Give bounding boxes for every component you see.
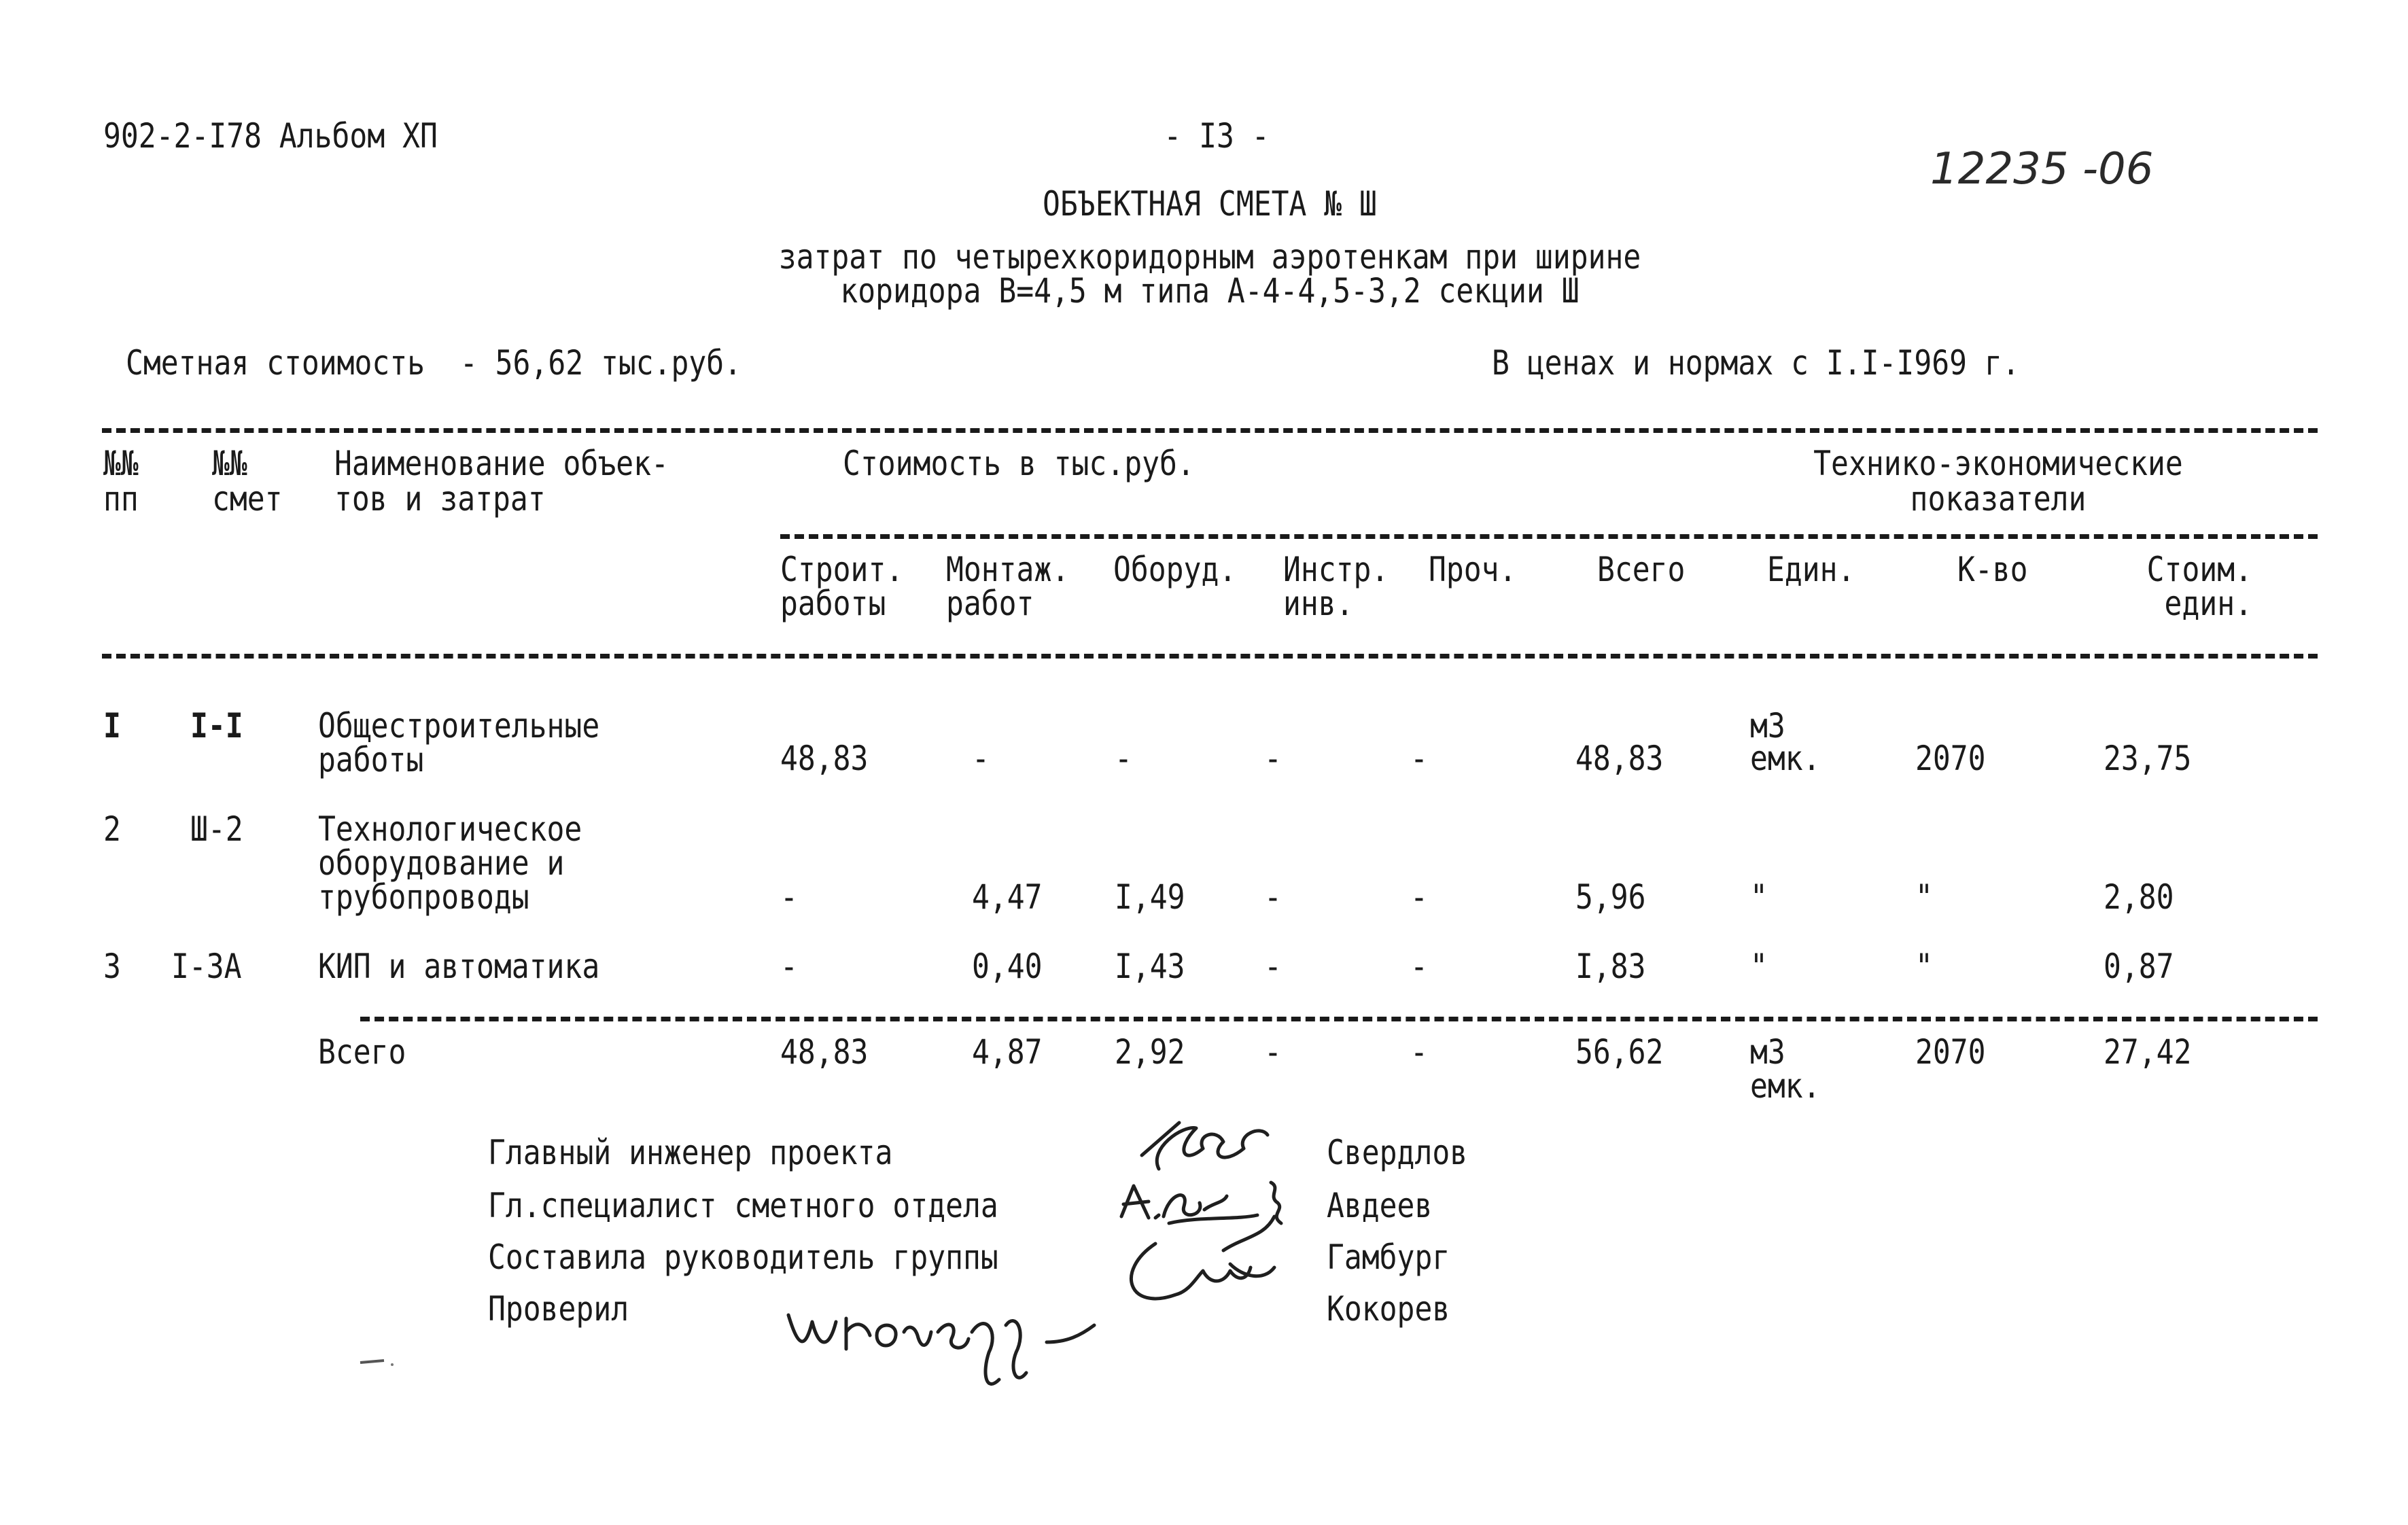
row-smeta: I-3А bbox=[171, 947, 242, 986]
row-name-line: КИП и автоматика bbox=[318, 947, 600, 986]
estimate-title: ОБЪЕКТНАЯ СМЕТА № Ш bbox=[1043, 184, 1377, 224]
row-num: 3 bbox=[103, 947, 121, 986]
col-stroit-header-2: работы bbox=[780, 584, 886, 623]
scan-speck bbox=[357, 1352, 398, 1373]
signature-name: Гамбург bbox=[1327, 1238, 1450, 1277]
total-proch: - bbox=[1410, 1032, 1428, 1072]
signature-role: Гл.специалист сметного отдела bbox=[488, 1186, 998, 1225]
page-number: - I3 - bbox=[1164, 116, 1270, 156]
signature-mark-kokorev bbox=[788, 1315, 1094, 1384]
signature-mark-gamburg bbox=[1131, 1215, 1274, 1299]
row-oborud: - bbox=[1115, 739, 1132, 778]
row-name-line: Общестроительные bbox=[318, 706, 600, 746]
col-montazh-header-1: Монтаж. bbox=[946, 550, 1070, 589]
total-label: Всего bbox=[318, 1032, 406, 1072]
row-kvo: " bbox=[1915, 947, 1933, 986]
row-oborud: I,49 bbox=[1115, 877, 1185, 917]
signature-mark-sverdlov bbox=[1142, 1123, 1268, 1169]
total-oborud: 2,92 bbox=[1115, 1032, 1185, 1072]
total-instr: - bbox=[1264, 1032, 1282, 1072]
estimate-subtitle-line2: коридора В=4,5 м типа А-4-4,5-3,2 секции Ш bbox=[840, 271, 1580, 311]
total-vsego: 56,62 bbox=[1575, 1032, 1664, 1072]
row-proch: - bbox=[1410, 947, 1428, 986]
row-instr: - bbox=[1264, 947, 1282, 986]
col-oborud-header: Оборуд. bbox=[1113, 550, 1237, 589]
col-smeta-header-2: смет bbox=[212, 479, 283, 519]
row-smeta: Ш-2 bbox=[190, 809, 243, 849]
tech-group-header-1: Технико-экономические bbox=[1813, 444, 2183, 483]
estimated-cost: Сметная стоимость - 56,62 тыс.руб. bbox=[126, 343, 742, 383]
row-name-line: оборудование и bbox=[318, 843, 565, 883]
total-edin: емк. bbox=[1750, 1066, 1821, 1106]
price-basis: В ценах и нормах с I.I-I969 г. bbox=[1492, 343, 2020, 383]
signature-role: Главный инженер проекта bbox=[488, 1133, 893, 1172]
row-montazh: 4,47 bbox=[972, 877, 1043, 917]
col-num-header-2: пп bbox=[103, 479, 139, 519]
archive-number: 12235 -06 bbox=[1930, 144, 2154, 194]
row-edin: " bbox=[1750, 947, 1768, 986]
row-name-line: Технологическое bbox=[318, 809, 582, 849]
total-kvo: 2070 bbox=[1915, 1032, 1986, 1072]
row-vsego: I,83 bbox=[1575, 947, 1646, 986]
row-montazh: 0,40 bbox=[972, 947, 1043, 986]
row-instr: - bbox=[1264, 739, 1282, 778]
signature-name: Свердлов bbox=[1327, 1133, 1468, 1172]
row-stroit: - bbox=[780, 947, 798, 986]
row-vsego: 5,96 bbox=[1575, 877, 1646, 917]
row-montazh: - bbox=[972, 739, 990, 778]
total-edin: м3 bbox=[1750, 1032, 1785, 1072]
estimate-subtitle-line1: затрат по четырехкоридорным аэротенкам при ширине bbox=[778, 237, 1641, 277]
col-proch-header: Проч. bbox=[1429, 550, 1517, 589]
col-instr-header-2: инв. bbox=[1283, 584, 1354, 623]
col-stroit-header-1: Строит. bbox=[780, 550, 904, 589]
row-proch: - bbox=[1410, 739, 1428, 778]
signature-mark-avdeev bbox=[1121, 1182, 1281, 1223]
row-vsego: 48,83 bbox=[1575, 739, 1664, 778]
col-kvo-header: К-во bbox=[1957, 550, 2028, 589]
row-stroit: 48,83 bbox=[780, 739, 869, 778]
col-vsego-header: Всего bbox=[1597, 550, 1686, 589]
row-kvo: " bbox=[1915, 877, 1933, 917]
col-smeta-header-1: №№ bbox=[212, 444, 247, 483]
row-num: I bbox=[103, 706, 121, 746]
row-oborud: I,43 bbox=[1115, 947, 1185, 986]
document-code: 902-2-I78 Альбом XП bbox=[103, 116, 438, 156]
row-edin: емк. bbox=[1750, 739, 1821, 778]
row-stoim: 0,87 bbox=[2104, 947, 2174, 986]
col-stoim-header-2: един. bbox=[2164, 584, 2252, 623]
row-edin: " bbox=[1750, 877, 1768, 917]
row-proch: - bbox=[1410, 877, 1428, 917]
signature-name: Кокорев bbox=[1327, 1289, 1450, 1329]
col-instr-header-1: Инстр. bbox=[1283, 550, 1389, 589]
col-montazh-header-2: работ bbox=[946, 584, 1034, 623]
signature-name: Авдеев bbox=[1327, 1186, 1433, 1225]
row-num: 2 bbox=[103, 809, 121, 849]
row-stoim: 2,80 bbox=[2104, 877, 2174, 917]
row-name-line: работы bbox=[318, 740, 424, 779]
col-name-header-1: Наименование объек- bbox=[334, 444, 669, 483]
row-stroit: - bbox=[780, 877, 798, 917]
signature-role: Проверил bbox=[488, 1289, 629, 1329]
col-num-header-1: №№ bbox=[103, 444, 139, 483]
row-smeta: I-I bbox=[190, 706, 243, 746]
tech-group-header-2: показатели bbox=[1910, 479, 2087, 519]
total-stroit: 48,83 bbox=[780, 1032, 869, 1072]
total-montazh: 4,87 bbox=[972, 1032, 1043, 1072]
col-stoim-header-1: Стоим. bbox=[2146, 550, 2252, 589]
col-edin-header: Един. bbox=[1767, 550, 1855, 589]
row-stoim: 23,75 bbox=[2104, 739, 2192, 778]
row-name-line: трубопроводы bbox=[318, 877, 529, 917]
col-name-header-2: тов и затрат bbox=[334, 479, 546, 519]
total-stoim: 27,42 bbox=[2104, 1032, 2192, 1072]
row-kvo: 2070 bbox=[1915, 739, 1986, 778]
row-edin: м3 bbox=[1750, 706, 1785, 746]
row-instr: - bbox=[1264, 877, 1282, 917]
cost-group-header: Стоимость в тыс.руб. bbox=[843, 444, 1195, 483]
signature-role: Составила руководитель группы bbox=[488, 1238, 998, 1277]
